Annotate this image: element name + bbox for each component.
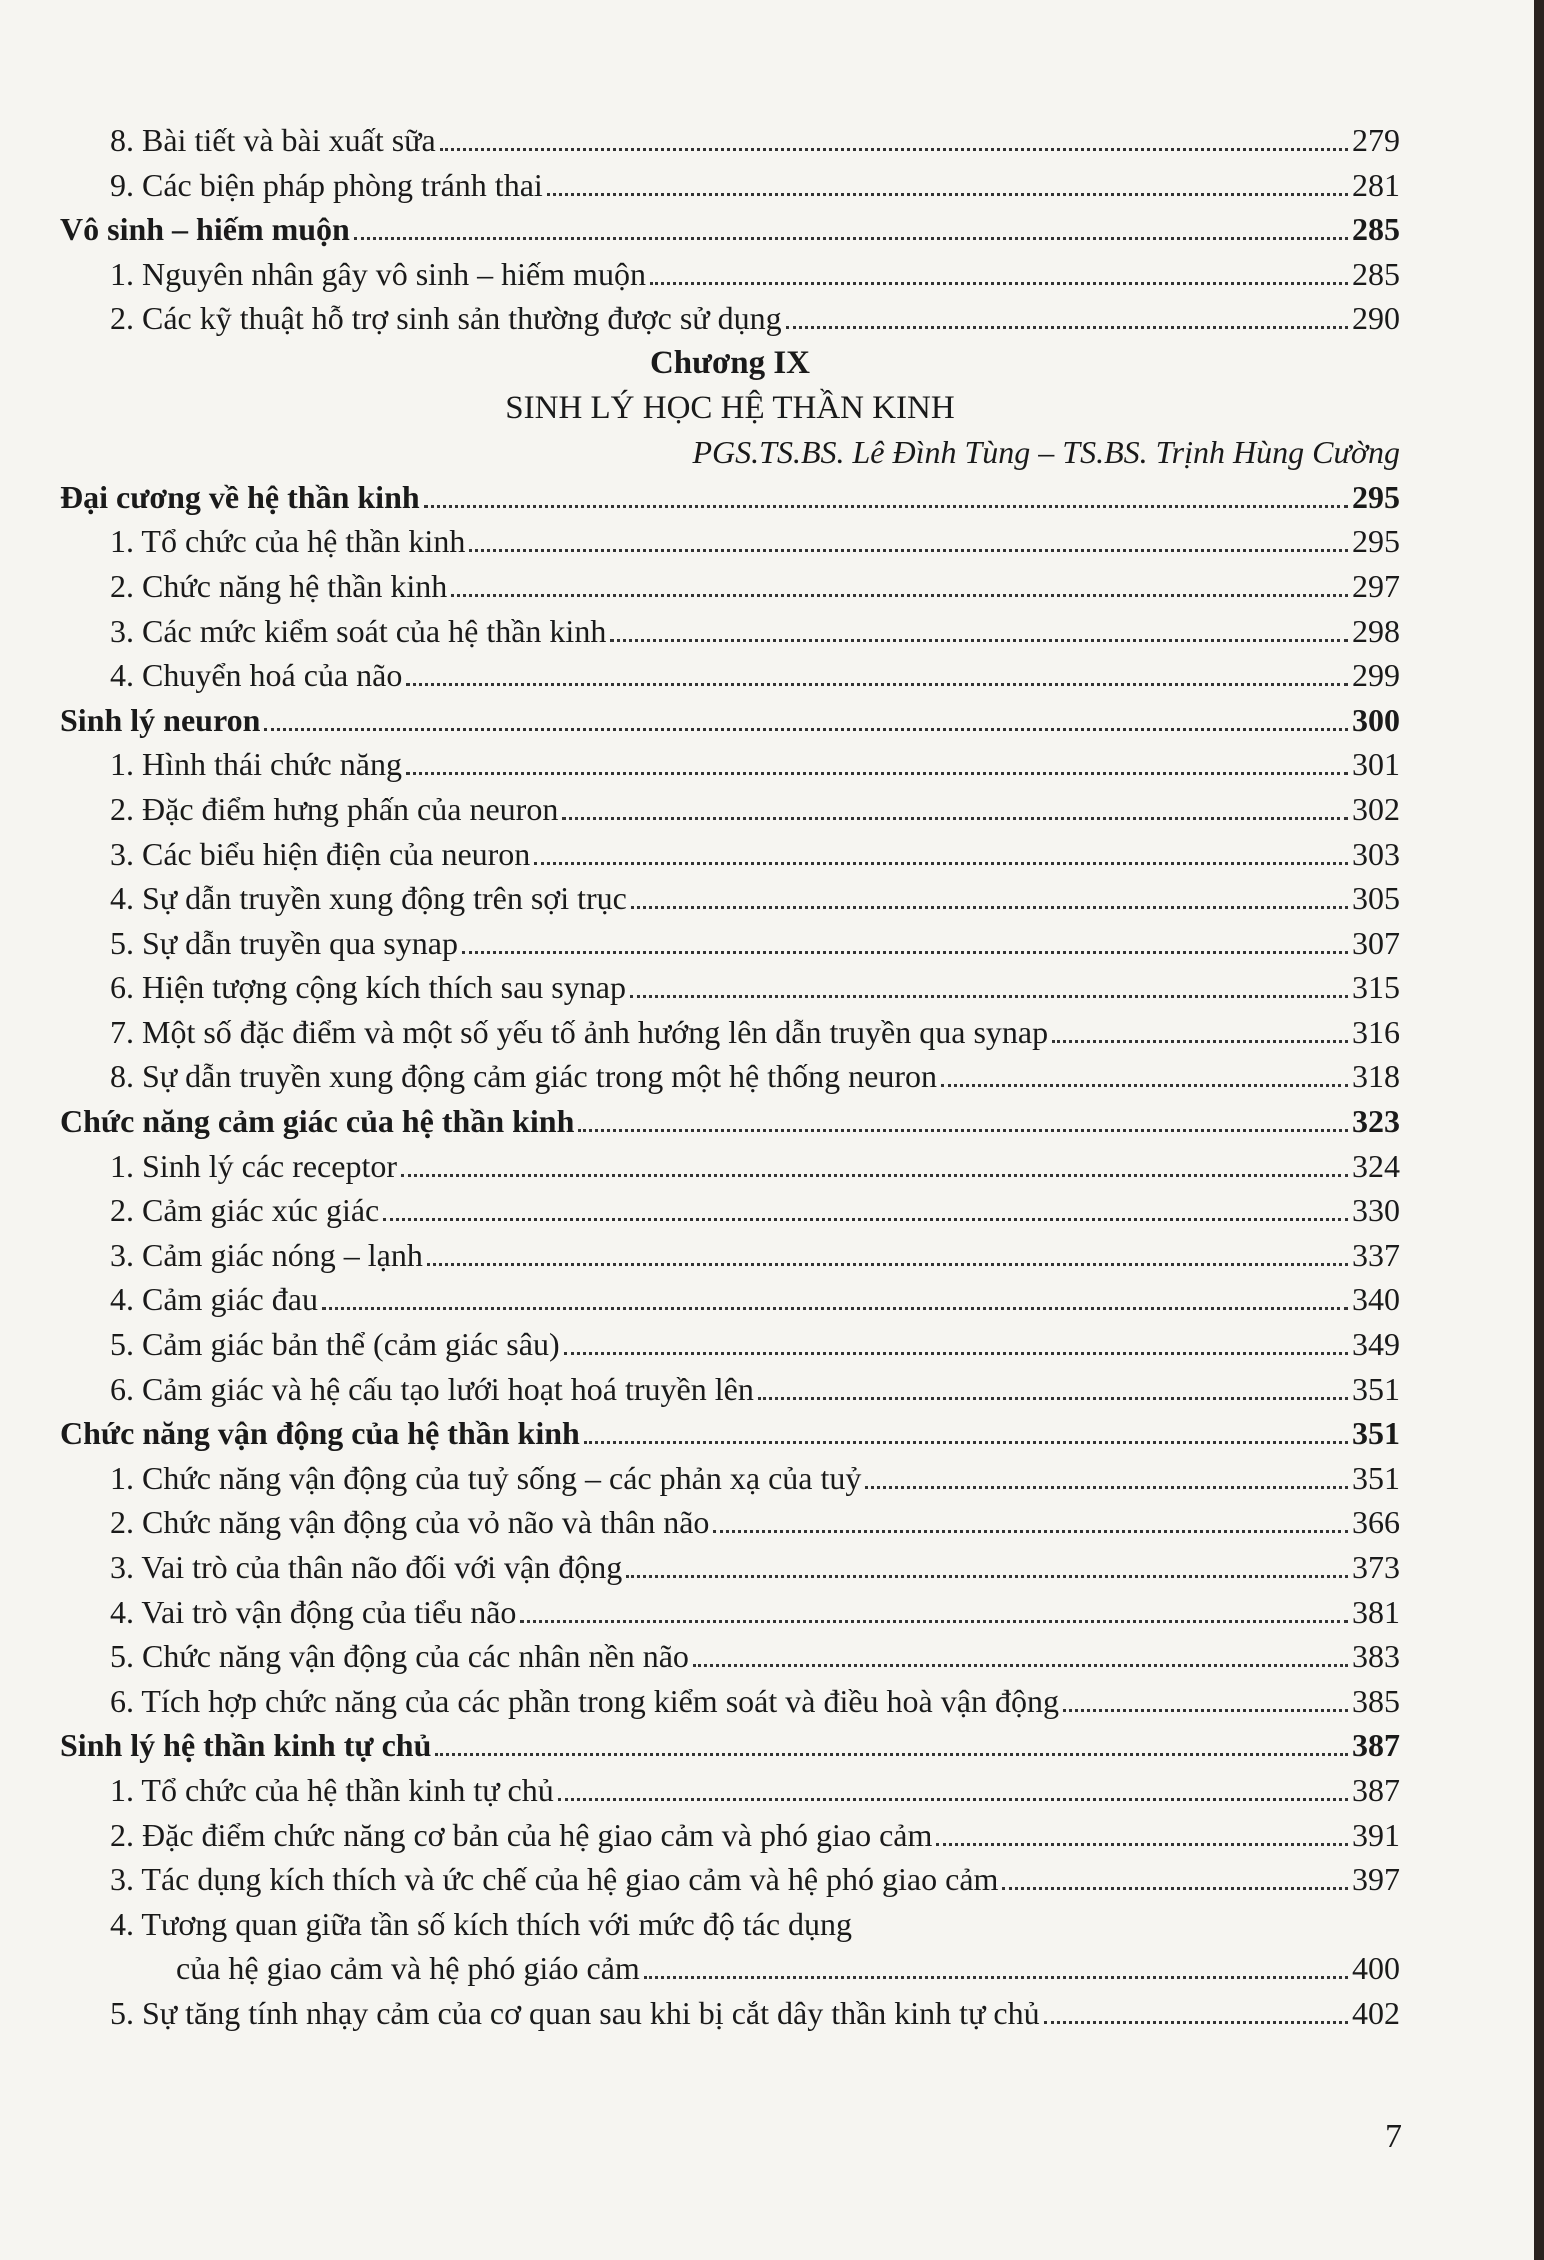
- toc-section[interactable]: [60, 1099, 1400, 1144]
- toc-entry[interactable]: [60, 1902, 1400, 1947]
- dot-leader: [424, 505, 1348, 508]
- dot-leader: [406, 772, 1348, 775]
- toc-top-list: [60, 118, 1400, 341]
- dot-leader: [451, 594, 1348, 597]
- toc-entry[interactable]: [60, 787, 1400, 832]
- toc-entry[interactable]: [60, 252, 1400, 297]
- entry-page: 351: [1352, 1415, 1400, 1452]
- toc-entry[interactable]: [60, 1500, 1400, 1545]
- entry-page: 279: [1352, 122, 1400, 158]
- entry-page: 351: [1352, 1370, 1400, 1407]
- entry-page: 301: [1352, 746, 1400, 783]
- dot-leader: [558, 1798, 1348, 1801]
- entry-title: 7. Một số đặc điểm và một số yếu tố ảnh hướng lên dẫn truyền qua synap: [110, 1013, 1049, 1050]
- entry-page: 290: [1352, 300, 1400, 337]
- toc-entry[interactable]: [60, 1054, 1400, 1099]
- entry-title-continuation: của hệ giao cảm và hệ phó giáo cảm: [176, 1950, 640, 1987]
- entry-title: Sinh lý hệ thần kinh tự chủ: [60, 1727, 432, 1764]
- toc-entry[interactable]: [60, 1991, 1400, 2036]
- chapter-title: SINH LÝ HỌC HỆ THẦN KINH: [505, 389, 955, 426]
- dot-leader: [440, 148, 1348, 151]
- entry-page: 285: [1352, 255, 1400, 292]
- toc-entry[interactable]: [60, 1545, 1400, 1590]
- dot-leader: [578, 1129, 1348, 1132]
- toc-entry[interactable]: [60, 1768, 1400, 1813]
- toc-entry[interactable]: [60, 296, 1400, 341]
- dot-leader: [941, 1084, 1348, 1087]
- entry-title: 5. Sự tăng tính nhạy cảm của cơ quan sau khi bị cắt dây thần kinh tự chủ: [110, 1994, 1040, 2031]
- dot-leader: [610, 639, 1348, 642]
- dot-leader: [650, 282, 1348, 285]
- dot-leader: [520, 1620, 1348, 1623]
- toc-entry[interactable]: [60, 519, 1400, 564]
- entry-page: 397: [1352, 1861, 1400, 1898]
- dot-leader: [462, 951, 1348, 954]
- toc-entry-continuation[interactable]: [60, 1946, 1400, 1991]
- toc-entry[interactable]: [60, 609, 1400, 654]
- entry-page: 400: [1352, 1950, 1400, 1987]
- dot-leader: [631, 906, 1348, 909]
- dot-leader: [644, 1976, 1348, 1979]
- chapter-label: Chương IX: [649, 344, 811, 381]
- entry-title: 5. Chức năng vận động của các nhân nền não: [110, 1638, 689, 1675]
- toc-entry[interactable]: [60, 1010, 1400, 1055]
- entry-title: 4. Vai trò vận động của tiểu não: [110, 1593, 517, 1630]
- entry-page: 324: [1352, 1147, 1400, 1184]
- entry-page: 307: [1352, 924, 1400, 961]
- dot-leader: [427, 1263, 1348, 1266]
- entry-page: 349: [1352, 1326, 1400, 1363]
- entry-page: 295: [1352, 523, 1400, 560]
- entry-title: Sinh lý neuron: [60, 701, 261, 738]
- entry-page: 373: [1352, 1549, 1400, 1585]
- toc-entry[interactable]: [60, 1233, 1400, 1278]
- dot-leader: [322, 1307, 1348, 1310]
- toc-entry[interactable]: [60, 1634, 1400, 1679]
- dot-leader: [354, 237, 1348, 240]
- dot-leader: [713, 1530, 1348, 1533]
- entry-title: 8. Sự dẫn truyền xung động cảm giác trong một hệ thống neuron: [110, 1058, 937, 1095]
- entry-page: 303: [1352, 835, 1400, 872]
- dot-leader: [534, 862, 1348, 865]
- entry-title: 2. Đặc điểm hưng phấn của neuron: [110, 790, 559, 827]
- dot-leader: [564, 1352, 1348, 1355]
- entry-title: Chức năng vận động của hệ thần kinh: [60, 1415, 580, 1452]
- toc-entry[interactable]: [60, 876, 1400, 921]
- entry-title: 2. Chức năng vận động của vỏ não và thân não: [110, 1504, 710, 1541]
- dot-leader: [626, 1575, 1348, 1578]
- entry-page: 323: [1352, 1103, 1400, 1140]
- entry-title: 6. Hiện tượng cộng kích thích sau synap: [110, 969, 626, 1006]
- entry-title: 5. Cảm giác bản thể (cảm giác sâu): [110, 1326, 560, 1363]
- toc-entry[interactable]: [60, 1188, 1400, 1233]
- entry-title: 3. Các mức kiểm soát của hệ thần kinh: [110, 612, 607, 649]
- toc-entry[interactable]: [60, 1590, 1400, 1635]
- entry-title: 1. Tổ chức của hệ thần kinh tự chủ: [110, 1771, 554, 1808]
- entry-title: Chức năng cảm giác của hệ thần kinh: [60, 1103, 575, 1140]
- dot-leader: [1002, 1887, 1348, 1890]
- entry-title: 5. Sự dẫn truyền qua synap: [110, 924, 458, 961]
- entry-title: 3. Tác dụng kích thích và ức chế của hệ giao cảm và hệ phó giao cảm: [110, 1861, 999, 1898]
- entry-title: 3. Các biểu hiện điện của neuron: [110, 835, 531, 872]
- dot-leader: [383, 1218, 1348, 1221]
- toc-entry[interactable]: [60, 1144, 1400, 1189]
- entry-title: 8. Bài tiết và bài xuất sữa: [110, 122, 436, 158]
- entry-title: 6. Cảm giác và hệ cấu tạo lưới hoạt hoá truyền lên: [110, 1370, 754, 1407]
- entry-title: 2. Cảm giác xúc giác: [110, 1192, 380, 1229]
- entry-title: 1. Tổ chức của hệ thần kinh: [110, 523, 466, 560]
- dot-leader: [758, 1397, 1348, 1400]
- entry-title: 2. Chức năng hệ thần kinh: [110, 567, 448, 604]
- entry-title: 1. Hình thái chức năng: [110, 746, 402, 783]
- dot-leader: [547, 193, 1348, 196]
- dot-leader: [936, 1843, 1348, 1846]
- toc-entry[interactable]: [60, 1857, 1400, 1902]
- entry-title: 1. Chức năng vận động của tuỷ sống – các phản xạ của tuỷ: [110, 1459, 862, 1496]
- toc-entry[interactable]: [60, 1367, 1400, 1412]
- toc-section[interactable]: [60, 1411, 1400, 1456]
- dot-leader: [584, 1441, 1348, 1444]
- chapter-authors: PGS.TS.BS. Lê Đình Tùng – TS.BS. Trịnh Hùng Cường: [692, 434, 1400, 471]
- entry-title: 1. Nguyên nhân gây vô sinh – hiếm muộn: [110, 255, 646, 292]
- entry-page: 385: [1352, 1682, 1400, 1719]
- dot-leader: [469, 549, 1348, 552]
- toc-entry[interactable]: [60, 118, 1400, 163]
- dot-leader: [406, 683, 1348, 686]
- entry-page: 281: [1352, 166, 1400, 203]
- toc-entry[interactable]: [60, 163, 1400, 208]
- toc-entry[interactable]: [60, 1813, 1400, 1858]
- toc-entry[interactable]: [60, 1456, 1400, 1501]
- entry-page: 316: [1352, 1013, 1400, 1050]
- dot-leader: [401, 1174, 1348, 1177]
- entry-title: Vô sinh – hiếm muộn: [60, 211, 350, 248]
- toc-entry[interactable]: [60, 1277, 1400, 1322]
- toc-entry[interactable]: [60, 653, 1400, 698]
- entry-page: 285: [1352, 211, 1400, 248]
- entry-title: 4. Tương quan giữa tần số kích thích với mức độ tác dụng: [110, 1905, 853, 1942]
- entry-title: 1. Sinh lý các receptor: [110, 1147, 397, 1184]
- entry-page: 387: [1352, 1727, 1400, 1764]
- entry-page: 297: [1352, 567, 1400, 604]
- entry-page: 366: [1352, 1504, 1400, 1541]
- toc-entry[interactable]: [60, 742, 1400, 787]
- table-of-contents: [60, 118, 1400, 2036]
- dot-leader: [264, 728, 1348, 731]
- entry-title: 2. Đặc điểm chức năng cơ bản của hệ giao cảm và phó giao cảm: [110, 1816, 933, 1853]
- entry-page: 340: [1352, 1281, 1400, 1318]
- entry-title: 3. Vai trò của thân não đối với vận động: [110, 1549, 623, 1585]
- toc-entry[interactable]: [60, 965, 1400, 1010]
- entry-page: 300: [1352, 701, 1400, 738]
- entry-title: 4. Chuyển hoá của não: [110, 657, 403, 694]
- entry-page: 402: [1352, 1994, 1400, 2031]
- toc-section[interactable]: [60, 475, 1400, 520]
- toc-entry[interactable]: [60, 832, 1400, 877]
- page-number: 7: [1385, 2118, 1402, 2155]
- dot-leader: [1044, 2021, 1348, 2024]
- toc-entry[interactable]: [60, 564, 1400, 609]
- dot-leader: [865, 1486, 1348, 1489]
- entry-title: 3. Cảm giác nóng – lạnh: [110, 1236, 423, 1273]
- entry-page: 330: [1352, 1192, 1400, 1229]
- toc-section[interactable]: [60, 207, 1400, 252]
- entry-page: 337: [1352, 1236, 1400, 1273]
- dot-leader: [1052, 1040, 1348, 1043]
- entry-page: 305: [1352, 880, 1400, 917]
- dot-leader: [630, 995, 1348, 998]
- entry-title: 4. Sự dẫn truyền xung động trên sợi trục: [110, 880, 627, 917]
- entry-page: 315: [1352, 969, 1400, 1006]
- entry-title: 2. Các kỹ thuật hỗ trợ sinh sản thường được sử dụng: [110, 300, 782, 337]
- entry-page: 351: [1352, 1459, 1400, 1496]
- entry-page: 318: [1352, 1058, 1400, 1095]
- dot-leader: [1063, 1709, 1348, 1712]
- entry-page: 295: [1352, 478, 1400, 515]
- dot-leader: [786, 326, 1348, 329]
- toc-entry[interactable]: [60, 921, 1400, 966]
- entry-page: 381: [1352, 1593, 1400, 1630]
- entry-page: 383: [1352, 1638, 1400, 1675]
- dot-leader: [562, 817, 1348, 820]
- toc-section[interactable]: [60, 1723, 1400, 1768]
- entry-title: 6. Tích hợp chức năng của các phần trong kiểm soát và điều hoà vận động: [110, 1682, 1059, 1719]
- entry-page: 302: [1352, 790, 1400, 827]
- toc-chapter-list: [60, 475, 1400, 2036]
- dot-leader: [693, 1664, 1348, 1667]
- entry-title: 4. Cảm giác đau: [110, 1281, 318, 1318]
- entry-title: Đại cương về hệ thần kinh: [60, 478, 420, 515]
- entry-page: 299: [1352, 657, 1400, 694]
- dot-leader: [435, 1753, 1348, 1756]
- entry-page: 298: [1352, 612, 1400, 649]
- entry-title: 9. Các biện pháp phòng tránh thai: [110, 166, 543, 203]
- toc-entry[interactable]: [60, 1679, 1400, 1724]
- toc-section[interactable]: [60, 698, 1400, 743]
- entry-page: 391: [1352, 1816, 1400, 1853]
- page-edge: [1534, 0, 1544, 2260]
- toc-entry[interactable]: [60, 1322, 1400, 1367]
- entry-page: 387: [1352, 1771, 1400, 1808]
